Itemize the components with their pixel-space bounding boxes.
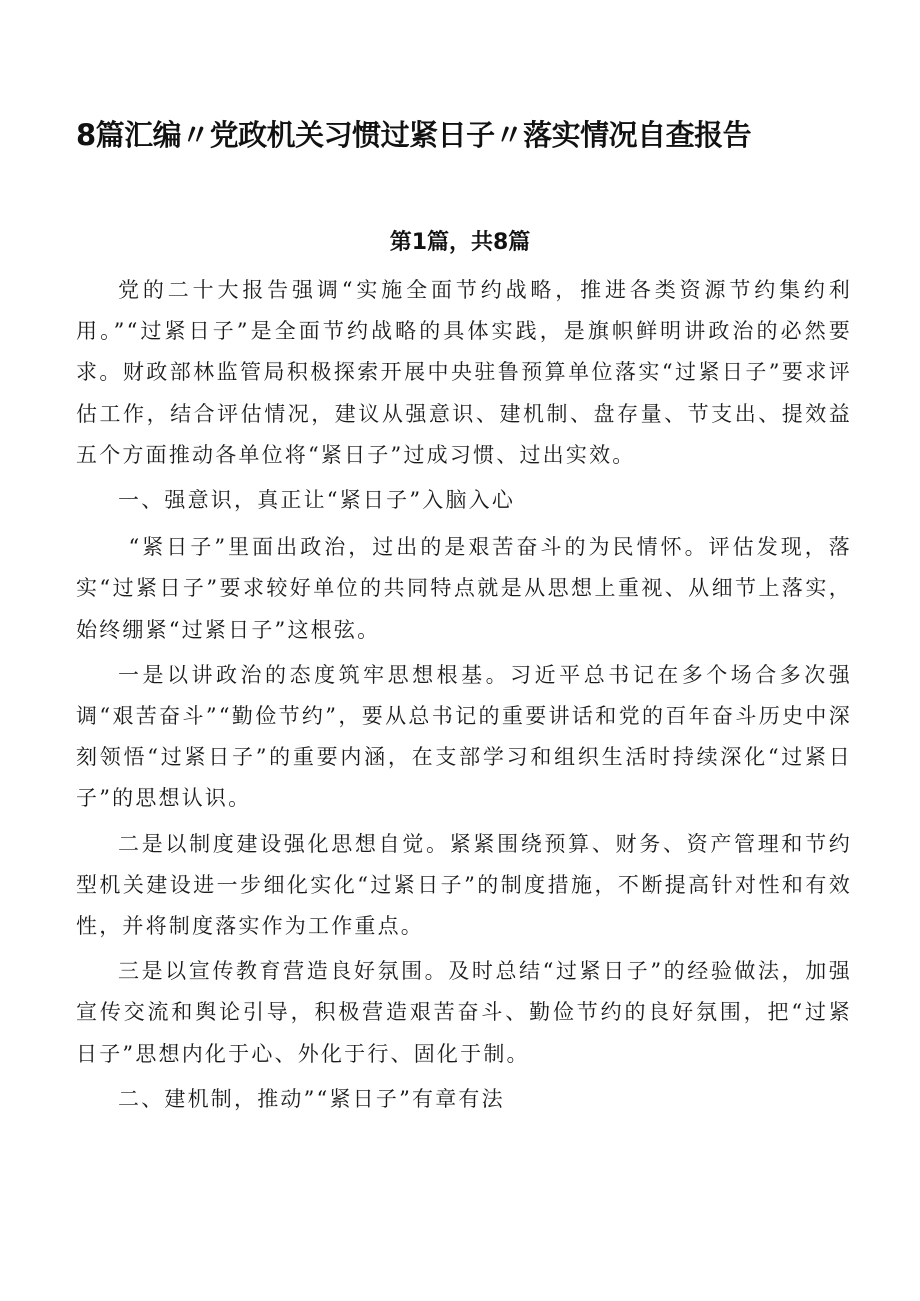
paragraph-point-three: 三是以宣传教育营造良好氛围。及时总结“过紧日子”的经验做法，加强宣传交流和舆论引导，积极营造艰苦奋斗、勤俭节约的良好氛围，把“过紧日子”思想内化于心、外化于行、固化于制。 [76,959,852,1066]
subheading-build-mechanism: 二、建机制，推动”“紧日子”有章有法 [118,1086,505,1111]
paragraph-point-two: 二是以制度建设强化思想自觉。紧紧围绕预算、财务、资产管理和节约型机关建设进一步细化实化“过紧日子”的制度措施，不断提高针对性和有效性，并将制度落实作为工作重点。 [76,831,852,939]
subheading-strengthen-awareness: 一、强意识，真正让“紧日子”入脑入心 [118,488,516,513]
paragraph-point-one: 一是以讲政治的态度筑牢思想根基。习近平总书记在多个场合多次强调“艰苦奋斗”“勤俭节约”，要从总书记的重要讲话和党的百年奋斗历史中深刻领悟“过紧日子”的重要内涵，在支部学习和组织生活时持续深化“过紧日子”的思想认识。 [76,662,852,811]
document-body [76,270,852,1126]
paragraph-intro: 党的二十大报告强调“实施全面节约战略，推进各类资源节约集约利用。”“过紧日子”是全面节约战略的具体实践，是旗帜鲜明讲政治的必然要求。财政部林监管局积极探索开展中央驻鲁预算单位落实“过紧日子”要求评估工作，结合评估情况，建议从强意识、建机制、盘存量、节支出、提效益五个方面推动各单位将“紧日子”过成习惯、过出实效。 [76,278,852,467]
paragraph-awareness-summary: “紧日子”里面出政治，过出的是艰苦奋斗的为民情怀。评估发现，落实“过紧日子”要求较好单位的共同特点就是从思想上重视、从细节上落实，始终绷紧“过紧日子”这根弦。 [76,535,852,642]
section-heading: 第1篇，共8篇 [389,230,531,255]
document-title: 8篇汇编〃党政机关习惯过紧日子〃落实情况自查报告 [76,118,752,152]
